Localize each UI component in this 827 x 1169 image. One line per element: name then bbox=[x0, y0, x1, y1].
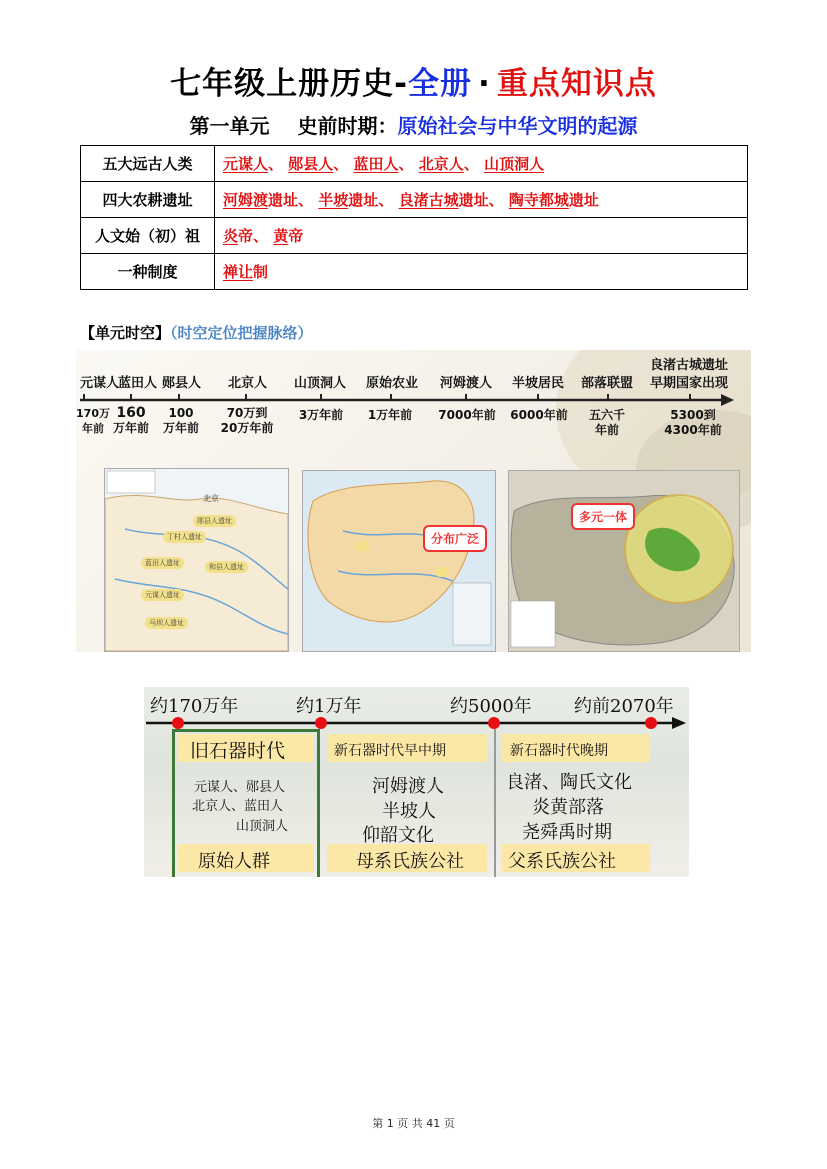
unit-title bbox=[0, 110, 827, 139]
timeline-date: 1万年前 bbox=[367, 408, 413, 422]
map-shape bbox=[509, 471, 739, 651]
map-diverse-unity bbox=[508, 470, 740, 652]
timeline-dot bbox=[645, 717, 657, 729]
timeline-date: 5300到 4300年前 bbox=[664, 408, 722, 437]
period-item: 半坡人 bbox=[382, 801, 436, 822]
map-tag bbox=[355, 541, 370, 551]
timeline-event: 半坡居民 bbox=[512, 376, 565, 391]
blank-item: 良渚古城 bbox=[398, 191, 459, 209]
map-label: 和县人遗址 bbox=[205, 561, 248, 573]
society-name: 原始人群 bbox=[198, 851, 270, 872]
map-agriculture-sites bbox=[302, 470, 496, 652]
suffix: 帝 bbox=[288, 227, 304, 245]
blank-item: 郧县人 bbox=[288, 155, 334, 173]
table-row bbox=[81, 182, 748, 218]
unit-label: 第一单元 bbox=[189, 114, 270, 138]
timeline-date: 170万 年前 bbox=[76, 407, 110, 435]
timeline-dot bbox=[488, 717, 500, 729]
suffix: 遗址 bbox=[458, 191, 489, 209]
period-item: 仰韶文化 bbox=[362, 825, 434, 846]
timeline-date: 五六千 年前 bbox=[588, 408, 625, 437]
timeline-event: 原始农业 bbox=[366, 376, 419, 391]
timeline-event: 良渚古城遗址 bbox=[650, 358, 729, 373]
society-name: 母系氏族公社 bbox=[356, 851, 464, 872]
blank-item: 半坡 bbox=[318, 191, 349, 209]
timeline-event: 山顶洞人 bbox=[294, 376, 347, 391]
timeline-event: 蓝田人 bbox=[118, 376, 158, 391]
period-item: 北京人、蓝田人 bbox=[192, 799, 284, 814]
row-value: 炎帝、 黄帝 bbox=[215, 218, 748, 254]
callout-diverse-unity: 多元一体 bbox=[571, 503, 635, 530]
row-label: 四大农耕遗址 bbox=[81, 182, 215, 218]
title-dash: - bbox=[394, 66, 409, 102]
page-title bbox=[0, 58, 827, 103]
title-part2: 全册 bbox=[408, 66, 473, 102]
timeline-event: 郧县人 bbox=[162, 376, 202, 391]
title-part1: 七年级上册历史 bbox=[170, 66, 395, 102]
blank-item: 山顶洞人 bbox=[484, 155, 545, 173]
blank-item: 黄 bbox=[273, 227, 289, 245]
row-label: 五大远古人类 bbox=[81, 146, 215, 182]
table-row bbox=[81, 218, 748, 254]
map-label: 马坝人遗址 bbox=[145, 617, 188, 629]
title-dot: · bbox=[478, 66, 491, 102]
map-label: 郧县人遗址 bbox=[193, 515, 236, 527]
key-points-table bbox=[80, 145, 748, 290]
timeline-event: 河姆渡人 bbox=[440, 376, 493, 391]
society-name: 父系氏族公社 bbox=[508, 851, 616, 872]
period-item: 河姆渡人 bbox=[372, 776, 444, 797]
table-row bbox=[81, 254, 748, 290]
period-item: 炎黄部落 bbox=[532, 797, 604, 818]
suffix: 帝 bbox=[238, 227, 254, 245]
period-item: 良渚、陶氏文化 bbox=[506, 772, 632, 793]
unit-name-part2: 原始社会与中华文明的起源 bbox=[397, 114, 638, 138]
map-label: 元谋人遗址 bbox=[141, 589, 184, 601]
period-name: 旧石器时代 bbox=[190, 740, 286, 762]
period-item: 元谋人、郧县人 bbox=[194, 780, 286, 795]
table-row bbox=[81, 146, 748, 182]
timeline-event: 早期国家出现 bbox=[650, 376, 729, 391]
row-label: 人文始（初）祖 bbox=[81, 218, 215, 254]
timeline-date: 100 万年前 bbox=[162, 406, 199, 435]
section-heading bbox=[80, 322, 313, 343]
blank-item: 元谋人 bbox=[223, 155, 269, 173]
timeline-date: 7000年前 bbox=[438, 408, 496, 422]
timeline-dot bbox=[172, 717, 184, 729]
period-date: 约170万年 bbox=[150, 696, 239, 717]
period-date: 约前2070年 bbox=[574, 696, 674, 717]
timeline-date: 70万到 20万年前 bbox=[220, 406, 274, 435]
callout-widespread: 分布广泛 bbox=[423, 525, 487, 552]
period-name: 新石器时代早中期 bbox=[334, 743, 446, 759]
row-value: 河姆渡遗址、 半坡遗址、 良渚古城遗址、 陶寺都城遗址 bbox=[215, 182, 748, 218]
row-value bbox=[215, 254, 748, 290]
map-shape bbox=[303, 471, 495, 651]
blank-item: 蓝田人 bbox=[353, 155, 399, 173]
timeline-dot bbox=[315, 717, 327, 729]
unit-timeline-image bbox=[76, 350, 751, 652]
section-hint: （时空定位把握脉络） bbox=[170, 324, 313, 342]
blank-item: 河姆渡 bbox=[223, 191, 269, 209]
timeline-event: 北京人 bbox=[228, 376, 268, 391]
section-heading-text: 【单元时空】 bbox=[80, 324, 171, 342]
blank-item: 北京人 bbox=[418, 155, 464, 173]
suffix: 遗址 bbox=[568, 191, 599, 209]
timeline-event: 元谋人 bbox=[80, 376, 120, 391]
period-date: 约5000年 bbox=[450, 696, 532, 717]
map-label: 蓝田人遗址 bbox=[141, 557, 184, 569]
unit-name-part1: 史前时期： bbox=[297, 114, 398, 138]
timeline-event: 部落联盟 bbox=[581, 376, 634, 391]
period-date: 约1万年 bbox=[296, 696, 362, 717]
map-tag bbox=[435, 567, 450, 577]
period-name: 新石器时代晚期 bbox=[510, 743, 608, 759]
periods-timeline-image bbox=[144, 687, 689, 877]
blank-item: 陶寺都城 bbox=[508, 191, 569, 209]
divider bbox=[494, 729, 496, 877]
period-item: 尧舜禹时期 bbox=[522, 822, 612, 843]
suffix: 遗址 bbox=[268, 191, 299, 209]
map-label: 北京 bbox=[203, 494, 219, 503]
page-footer: 第 1 页 共 41 页 bbox=[372, 1117, 455, 1130]
title-part3: 重点知识点 bbox=[496, 66, 657, 102]
row-label: 一种制度 bbox=[81, 254, 215, 290]
map-human-sites bbox=[104, 468, 289, 652]
timeline-date: 6000年前 bbox=[510, 408, 568, 422]
timeline-date: 3万年前 bbox=[298, 408, 344, 422]
suffix: 遗址 bbox=[348, 191, 379, 209]
timeline-date: 160 万年前 bbox=[112, 405, 149, 435]
row-value: 元谋人、 郧县人、 蓝田人、 北京人、 山顶洞人 bbox=[215, 146, 748, 182]
blank-item: 禅让 bbox=[223, 263, 254, 281]
blank-item: 炎 bbox=[223, 227, 239, 245]
period-item: 山顶洞人 bbox=[236, 819, 289, 834]
suffix: 制 bbox=[253, 263, 269, 281]
map-shape bbox=[105, 469, 288, 651]
map-label: 丁村人遗址 bbox=[163, 531, 206, 543]
